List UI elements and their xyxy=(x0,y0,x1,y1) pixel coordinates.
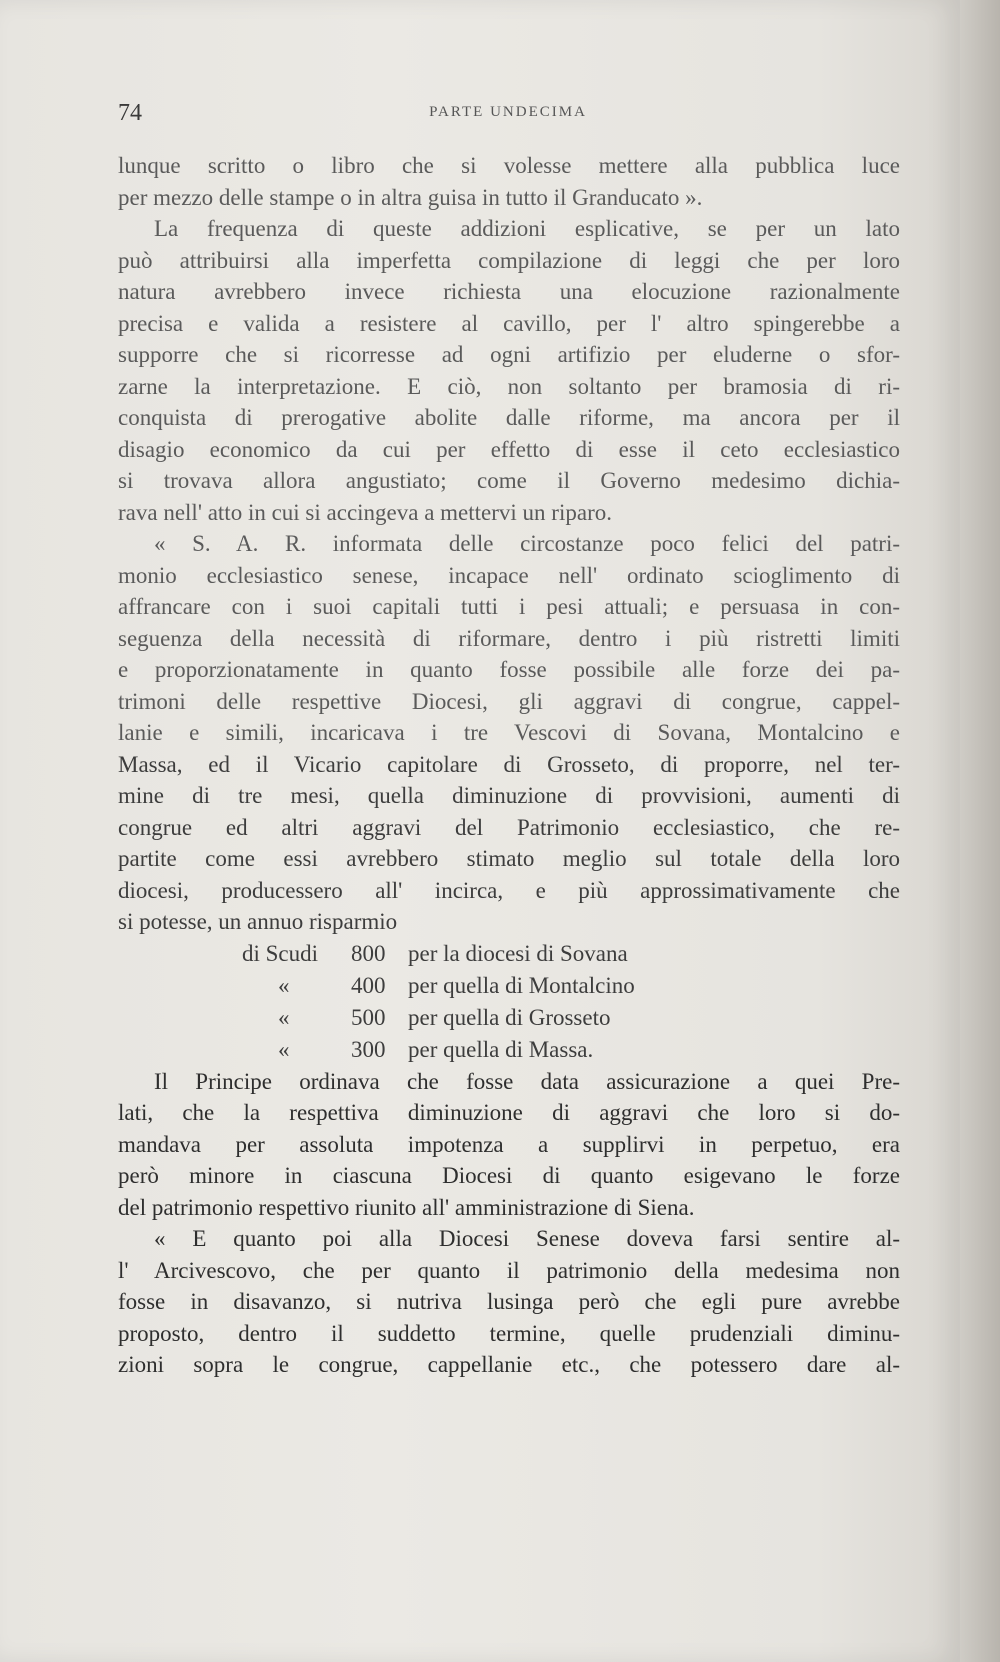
page-number: 74 xyxy=(118,100,142,126)
text-line: disagio economico da cui per effetto di esse il ceto ecclesiastico xyxy=(118,436,900,462)
text-line: supporre che si ricorresse ad ogni artifizio per eluderne o sfor- xyxy=(118,342,900,367)
text-line: diocesi, producessero all' incirca, e più approssimativamente che xyxy=(118,877,900,903)
table-row xyxy=(118,970,900,1002)
text-line: lanie e simili, incaricava i tre Vescovi di Sovana, Montalcino e xyxy=(118,720,900,745)
table-amount: 300 xyxy=(351,1036,386,1062)
text-line: si potesse, un annuo risparmio xyxy=(118,909,398,934)
text-line: precisa e valida a resistere al cavillo, per l' altro spingerebbe a xyxy=(118,310,900,336)
table-row xyxy=(118,1034,900,1066)
running-head xyxy=(118,100,898,130)
text-line: trimoni delle respettive Diocesi, gli aggravi di congrue, cappel- xyxy=(118,688,900,714)
text-line: per mezzo delle stampe o in altra guisa in tutto il Granducato ». xyxy=(118,184,703,210)
text-line: monio ecclesiastico senese, incapace nell' ordinato scioglimento di xyxy=(118,562,900,588)
body-text xyxy=(118,150,900,1381)
text-line: lati, che la respettiva diminuzione di aggravi che loro si do- xyxy=(118,1100,900,1125)
text-line: zarne la interpretazione. E ciò, non soltanto per bramosia di ri- xyxy=(118,373,900,399)
text-line: può attribuirsi alla imperfetta compilazione di leggi che per loro xyxy=(118,247,900,273)
table-prefix: « xyxy=(278,1036,290,1062)
table-description: per quella di Massa. xyxy=(408,1036,594,1062)
text-line: partite come essi avrebbero stimato meglio sul totale della loro xyxy=(118,846,900,871)
page-gutter xyxy=(960,0,1000,1662)
text-line: Il Principe ordinava che fosse data assicurazione a quei Pre- xyxy=(154,1068,900,1094)
text-line: mandava per assoluta impotenza a supplirvi in perpetuo, era xyxy=(118,1131,900,1157)
text-line: però minore in ciascuna Diocesi di quanto esigevano le forze xyxy=(118,1163,900,1188)
table-description: per la diocesi di Sovana xyxy=(408,940,628,966)
text-line: mine di tre mesi, quella diminuzione di provvisioni, aumenti di xyxy=(118,783,900,808)
text-line: « S. A. R. informata delle circostanze poco felici del patri- xyxy=(154,531,900,556)
table-row xyxy=(118,1002,900,1034)
text-line: lunque scritto o libro che si volesse mettere alla pubblica luce xyxy=(118,153,900,178)
text-line: fosse in disavanzo, si nutriva lusinga però che egli pure avrebbe xyxy=(118,1289,900,1314)
text-line: seguenza della necessità di riformare, dentro i più ristretti limiti xyxy=(118,625,900,651)
section-title: PARTE UNDECIMA xyxy=(429,104,587,120)
table-row xyxy=(118,938,900,970)
text-line: proposto, dentro il suddetto termine, quelle prudenziali diminu- xyxy=(118,1320,900,1346)
table-description: per quella di Montalcino xyxy=(408,972,635,998)
text-line: si trovava allora angustiato; come il Governo medesimo dichia- xyxy=(118,468,900,493)
table-prefix: « xyxy=(278,1004,290,1030)
text-line: zioni sopra le congrue, cappellanie etc., che potessero dare al- xyxy=(118,1352,900,1377)
text-line: natura avrebbero invece richiesta una elocuzione razionalmente xyxy=(118,279,900,304)
text-line: del patrimonio respettivo riunito all' amministrazione di Siena. xyxy=(118,1194,695,1220)
text-line: La frequenza di queste addizioni esplicative, se per un lato xyxy=(154,216,900,241)
table-prefix: « xyxy=(278,972,290,998)
text-line: affrancare con i suoi capitali tutti i pesi attuali; e persuasa in con- xyxy=(118,594,900,619)
text-line: e proporzionatamente in quanto fosse possibile alle forze dei pa- xyxy=(118,657,900,682)
table-amount: 500 xyxy=(351,1004,386,1030)
table-amount: 400 xyxy=(351,972,386,998)
text-line: congrue ed altri aggravi del Patrimonio ecclesiastico, che re- xyxy=(118,814,900,840)
text-line: rava nell' atto in cui si accingeva a mettervi un riparo. xyxy=(118,499,612,525)
table-prefix: di Scudi xyxy=(242,940,319,966)
table-amount: 800 xyxy=(351,940,386,966)
text-line: l' Arcivescovo, che per quanto il patrimonio della medesima non xyxy=(118,1257,900,1283)
text-line: « E quanto poi alla Diocesi Senese doveva farsi sentire al- xyxy=(154,1226,900,1251)
text-line: conquista di prerogative abolite dalle riforme, ma ancora per il xyxy=(118,405,900,430)
table-description: per quella di Grosseto xyxy=(408,1004,611,1030)
text-line: Massa, ed il Vicario capitolare di Grosseto, di proporre, nel ter- xyxy=(118,751,900,777)
